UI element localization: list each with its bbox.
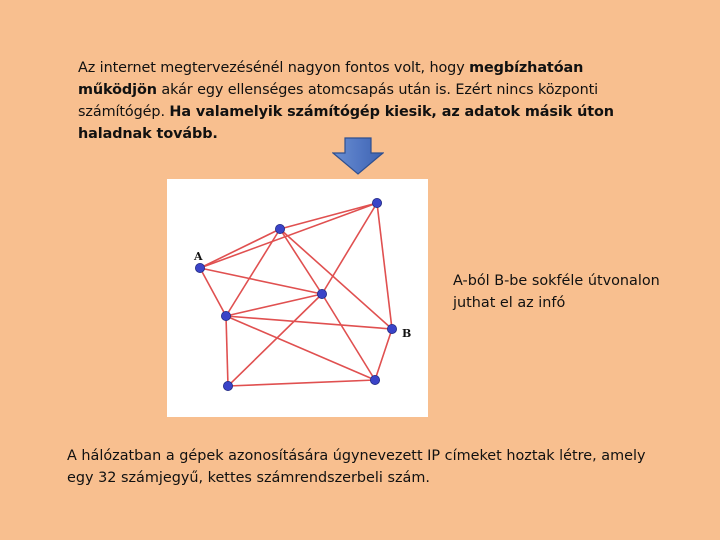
intro-text-4: Ha valamelyik számítógép kiesik, az adatok másik úton haladnak tovább. [78,104,614,142]
link-b-br [375,329,392,380]
computer-node-ml [221,311,230,320]
computer-node-br [370,375,379,384]
computer-node-mid [317,289,326,298]
intro-text-2: megbízhatóan működjön [78,60,584,98]
computer-node-tr [372,198,381,207]
intro-paragraph [78,57,638,145]
link-a-mid [200,268,322,294]
link-mid-bl [228,294,322,386]
computer-node-top [275,224,284,233]
route-note: A-ból B-be sokféle útvonalon juthat el az infó [453,273,660,311]
computer-node-bl [223,381,232,390]
down-arrow-icon [332,137,384,175]
link-a-ml [200,268,226,316]
computer-node-a [195,263,204,272]
link-tr-mid [322,203,377,294]
network-diagram-panel [167,179,428,417]
intro-text-1: Az internet megtervezésénél nagyon fontos volt, hogy [78,60,470,76]
computer-node-b [387,324,396,333]
intro-text-3: akár egy ellenséges atomcsapás után is. Ezért nincs központi számítógép. [78,82,599,120]
link-top-b [280,229,392,329]
link-ml-bl [226,316,228,386]
node-label-a: A [194,250,203,263]
network-diagram [167,179,428,417]
node-label-b: B [402,327,412,340]
link-mid-ml [226,294,322,316]
link-bl-br [228,380,375,386]
link-top-tr [280,203,377,229]
link-a-tr [200,203,377,268]
link-tr-b [377,203,392,329]
ip-address-note: A hálózatban a gépek azonosítására úgynevezett IP címeket hoztak létre, amely egy 32 számjegyű, kettes számrendszerbeli szám. [67,448,646,486]
